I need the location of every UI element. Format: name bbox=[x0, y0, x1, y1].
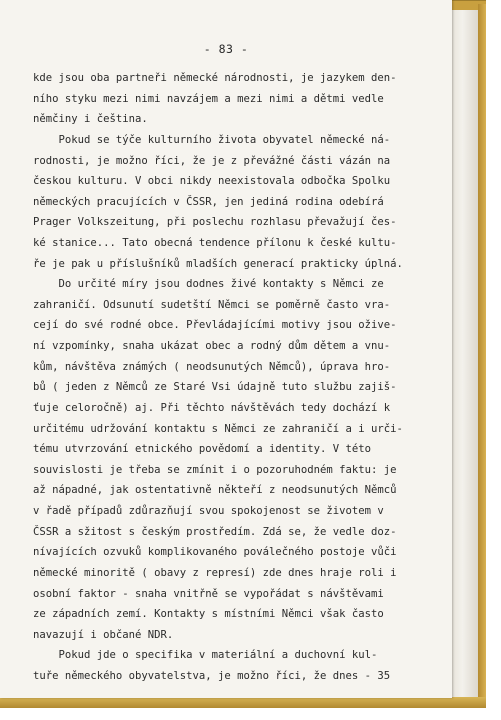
text-line: až nápadné, jak ostentativně někteří z neodsunutých Němců bbox=[33, 484, 397, 497]
text-line: Prager Volkszeitung, při poslechu rozhlasu převažují čes- bbox=[33, 216, 397, 229]
text-line: němčiny i čeština. bbox=[33, 113, 148, 126]
text-line: osobní faktor - snaha vnitřně se vypořádat s návštěvami bbox=[33, 587, 384, 600]
text-line: kde jsou oba partneři německé národnosti, je jazykem den- bbox=[33, 72, 397, 84]
text-line: rodnosti, je možno říci, že je z převážné části vázán na bbox=[33, 154, 391, 167]
text-line: tému utvrzování etnického povědomí a identity. V této bbox=[33, 443, 372, 456]
text-line: určitému udržování kontaktu s Němci ze zahraničí a i urči- bbox=[33, 422, 403, 435]
text-line: v řadě případů zdůrazňují svou spokojenost se životem v bbox=[33, 505, 384, 517]
text-line: ního styku mezi nimi navzájem a mezi nimi a dětmi vedle bbox=[33, 92, 384, 105]
text-line: německých pracujících v ČSSR, jen jediná rodina odebírá bbox=[33, 195, 384, 208]
binder-bottom-edge bbox=[0, 697, 486, 708]
page-number: - 83 - bbox=[203, 42, 249, 56]
text-line: navazují i občané NDR. bbox=[33, 628, 174, 641]
text-line: německé minoritě ( obavy z represí) zde dnes hraje roli i bbox=[33, 566, 397, 579]
page-stack-edge bbox=[452, 10, 478, 706]
text-line: kům, návštěva známých ( neodsunutých Němců), úprava hro- bbox=[33, 360, 391, 373]
binder-spine-edge bbox=[478, 4, 486, 704]
text-line: souvislosti je třeba se zmínit i o pozoruhodném faktu: je bbox=[33, 463, 397, 476]
text-line: Do určité míry jsou dodnes živé kontakty s Němci ze bbox=[33, 278, 384, 291]
text-line: ze západních zemí. Kontakty s místními Němci však často bbox=[33, 608, 384, 621]
text-line: bů ( jeden z Němců ze Staré Vsi údajně tuto službu zajiš- bbox=[33, 381, 397, 394]
text-line: ké stanice... Tato obecná tendence přílonu k české kultu- bbox=[33, 237, 397, 249]
text-line: ČSSR a sžitost s českým prostředím. Zdá se, že vedle doz- bbox=[33, 525, 397, 538]
text-line: ní vzpomínky, snaha ukázat obec a rodný dům dětem a vnu- bbox=[33, 340, 391, 353]
text-line: cejí do své rodné obce. Převládajícími motivy jsou ožive- bbox=[33, 319, 397, 332]
text-line: ře je pak u příslušníků mladších generací prakticky úplná. bbox=[33, 257, 403, 270]
text-line: Pokud se týče kulturního života obyvatel německé ná- bbox=[33, 133, 391, 146]
text-line: ťuje celoročně) aj. Při těchto návštěvách tedy dochází k bbox=[33, 401, 391, 414]
text-line: tuře německého obyvatelstva, je možno říci, že dnes - 35 bbox=[33, 670, 391, 682]
text-line: českou kulturu. V obci nikdy neexistovala odbočka Spolku bbox=[33, 175, 391, 188]
text-line: nívajících ozvuků komplikovaného poválečného postoje vůči bbox=[33, 546, 397, 559]
text-line: Pokud jde o specifika v materiální a duchovní kul- bbox=[33, 649, 378, 662]
text-line: zahraničí. Odsunutí sudetští Němci se poměrně často vra- bbox=[33, 298, 391, 311]
